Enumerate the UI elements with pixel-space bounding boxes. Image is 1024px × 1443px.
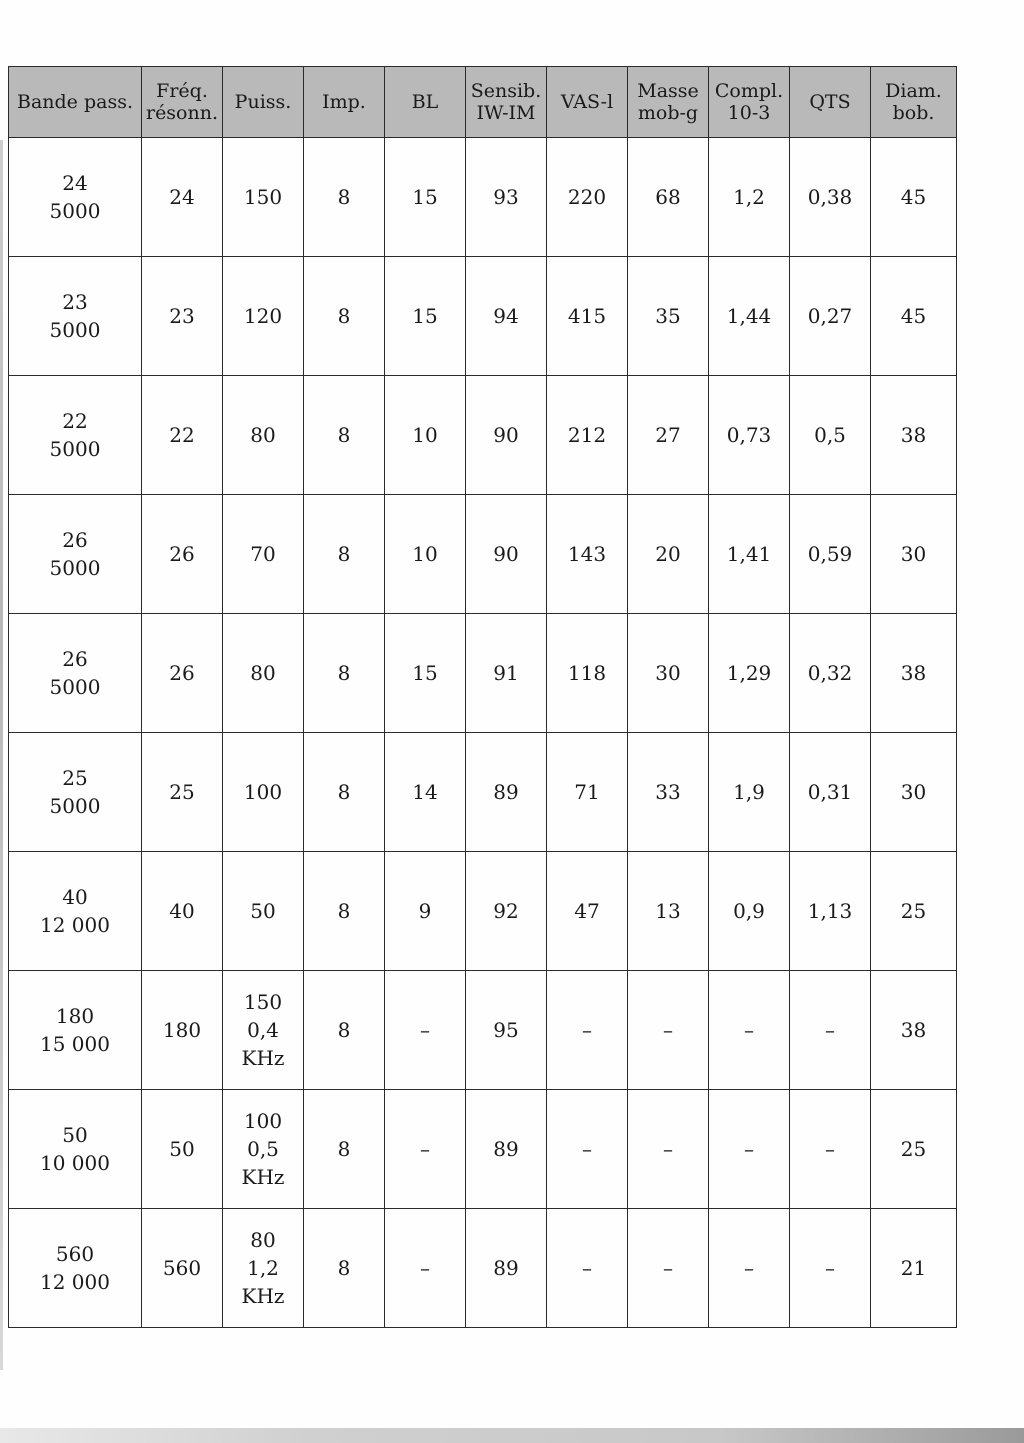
bl-value: –: [420, 1018, 430, 1042]
cell-imp: [304, 257, 385, 376]
sensib-value: 95: [493, 1018, 519, 1042]
cell-diam: [871, 495, 957, 614]
cell-sensib: [466, 1209, 547, 1328]
band-high-value: 15 000: [40, 1032, 110, 1056]
cell-masse: [628, 614, 709, 733]
cell-diam: [871, 1209, 957, 1328]
column-header-diam: [871, 67, 957, 138]
compl-value: –: [744, 1018, 754, 1042]
cell-compl: [709, 495, 790, 614]
imp-value: 8: [337, 423, 351, 447]
freq-value: 24: [169, 185, 195, 209]
cell-imp: [304, 495, 385, 614]
freq-value: 26: [169, 661, 195, 685]
column-header-vas: [547, 67, 628, 138]
table-row: [9, 376, 957, 495]
cell-bl: [385, 1209, 466, 1328]
cell-vas: [547, 1209, 628, 1328]
table-body: [9, 138, 957, 1328]
column-header-line2: résonn.: [145, 102, 219, 124]
cell-compl: [709, 614, 790, 733]
masse-value: 13: [655, 899, 681, 923]
band-high-value: 5000: [49, 675, 101, 699]
band-low-value: 560: [55, 1242, 95, 1266]
puiss-value: 50: [250, 899, 276, 923]
vas-value: 220: [567, 185, 607, 209]
vas-value: 47: [574, 899, 600, 923]
cell-compl: [709, 852, 790, 971]
imp-value: 8: [337, 542, 351, 566]
freq-value: 180: [162, 1018, 202, 1042]
cell-bl: [385, 495, 466, 614]
masse-value: –: [663, 1256, 673, 1280]
cell-puiss: [223, 852, 304, 971]
puiss-frequency-value: 0,4 KHz: [241, 1018, 285, 1070]
puiss-value: 80: [250, 423, 276, 447]
sensib-value: 89: [493, 1256, 519, 1280]
compl-value: 0,9: [733, 899, 765, 923]
freq-value: 50: [169, 1137, 195, 1161]
cell-sensib: [466, 733, 547, 852]
cell-freq: [142, 257, 223, 376]
puiss-value: 100: [243, 780, 283, 804]
speaker-spec-table: [8, 66, 957, 1328]
band-low-value: 180: [55, 1004, 95, 1028]
qts-value: 0,31: [807, 780, 853, 804]
sensib-value: 90: [493, 542, 519, 566]
masse-value: 35: [655, 304, 681, 328]
puiss-value: 80: [250, 1228, 276, 1252]
puiss-value: 150: [243, 990, 283, 1014]
cell-qts: [790, 376, 871, 495]
table-header: [9, 67, 957, 138]
sensib-value: 91: [493, 661, 519, 685]
bl-value: –: [420, 1256, 430, 1280]
column-header-masse: [628, 67, 709, 138]
cell-masse: [628, 138, 709, 257]
cell-bande-pass: [9, 733, 142, 852]
cell-compl: [709, 138, 790, 257]
column-header-line1: BL: [411, 91, 439, 113]
page-bottom-edge: [0, 1428, 1024, 1443]
imp-value: 8: [337, 1256, 351, 1280]
cell-bl: [385, 376, 466, 495]
cell-puiss: [223, 1090, 304, 1209]
band-low-value: 50: [62, 1123, 88, 1147]
bl-value: 15: [412, 185, 438, 209]
cell-qts: [790, 733, 871, 852]
cell-bl: [385, 971, 466, 1090]
compl-value: –: [744, 1256, 754, 1280]
diam-value: 45: [900, 185, 927, 209]
sensib-value: 89: [493, 1137, 519, 1161]
cell-puiss: [223, 138, 304, 257]
column-header-line1: Imp.: [322, 91, 366, 113]
diam-value: 25: [900, 1137, 927, 1161]
cell-masse: [628, 1209, 709, 1328]
compl-value: 1,29: [726, 661, 772, 685]
band-low-value: 22: [62, 409, 88, 433]
cell-diam: [871, 852, 957, 971]
cell-freq: [142, 852, 223, 971]
freq-value: 25: [169, 780, 195, 804]
cell-diam: [871, 733, 957, 852]
column-header-line1: QTS: [809, 91, 851, 113]
cell-imp: [304, 852, 385, 971]
table-row: [9, 614, 957, 733]
bl-value: 15: [412, 661, 438, 685]
puiss-frequency-value: 1,2 KHz: [241, 1256, 285, 1308]
cell-masse: [628, 495, 709, 614]
cell-vas: [547, 138, 628, 257]
cell-qts: [790, 138, 871, 257]
cell-puiss: [223, 733, 304, 852]
qts-value: 0,27: [807, 304, 853, 328]
puiss-frequency-value: 0,5 KHz: [241, 1137, 285, 1189]
masse-value: 27: [655, 423, 681, 447]
cell-masse: [628, 971, 709, 1090]
qts-value: –: [825, 1018, 835, 1042]
diam-value: 30: [900, 542, 927, 566]
column-header-bande-pass: [9, 67, 142, 138]
cell-qts: [790, 971, 871, 1090]
cell-freq: [142, 1209, 223, 1328]
band-high-value: 5000: [49, 318, 101, 342]
header-row: [9, 67, 957, 138]
band-high-value: 5000: [49, 794, 101, 818]
cell-bande-pass: [9, 1209, 142, 1328]
bl-value: 10: [412, 423, 438, 447]
sensib-value: 94: [493, 304, 519, 328]
table-row: [9, 971, 957, 1090]
column-header-line2: bob.: [892, 102, 935, 124]
cell-bl: [385, 257, 466, 376]
cell-imp: [304, 733, 385, 852]
freq-value: 26: [169, 542, 195, 566]
cell-vas: [547, 376, 628, 495]
vas-value: –: [582, 1137, 592, 1161]
table-row: [9, 1209, 957, 1328]
qts-value: –: [825, 1256, 835, 1280]
column-header-bl: [385, 67, 466, 138]
cell-imp: [304, 971, 385, 1090]
cell-bl: [385, 733, 466, 852]
cell-bl: [385, 852, 466, 971]
cell-diam: [871, 614, 957, 733]
qts-value: 0,59: [807, 542, 853, 566]
cell-qts: [790, 1209, 871, 1328]
compl-value: 0,73: [726, 423, 772, 447]
imp-value: 8: [337, 1018, 351, 1042]
cell-vas: [547, 257, 628, 376]
cell-sensib: [466, 1090, 547, 1209]
diam-value: 21: [900, 1256, 927, 1280]
column-header-line1: VAS-l: [560, 91, 614, 113]
sensib-value: 89: [493, 780, 519, 804]
qts-value: 0,38: [807, 185, 853, 209]
cell-masse: [628, 852, 709, 971]
cell-puiss: [223, 971, 304, 1090]
cell-bl: [385, 1090, 466, 1209]
cell-compl: [709, 1209, 790, 1328]
compl-value: 1,41: [726, 542, 772, 566]
diam-value: 38: [900, 1018, 927, 1042]
puiss-value: 120: [243, 304, 283, 328]
column-header-imp: [304, 67, 385, 138]
sensib-value: 93: [493, 185, 519, 209]
cell-bande-pass: [9, 1090, 142, 1209]
band-low-value: 25: [62, 766, 88, 790]
cell-qts: [790, 257, 871, 376]
freq-value: 40: [169, 899, 195, 923]
bl-value: 14: [412, 780, 438, 804]
freq-value: 560: [162, 1256, 202, 1280]
cell-vas: [547, 495, 628, 614]
freq-value: 23: [169, 304, 195, 328]
diam-value: 38: [900, 423, 927, 447]
cell-sensib: [466, 495, 547, 614]
imp-value: 8: [337, 1137, 351, 1161]
cell-bl: [385, 614, 466, 733]
cell-compl: [709, 376, 790, 495]
masse-value: –: [663, 1137, 673, 1161]
cell-diam: [871, 138, 957, 257]
cell-qts: [790, 495, 871, 614]
qts-value: –: [825, 1137, 835, 1161]
cell-vas: [547, 1090, 628, 1209]
table-row: [9, 1090, 957, 1209]
band-low-value: 26: [62, 647, 88, 671]
band-high-value: 5000: [49, 437, 101, 461]
cell-qts: [790, 1090, 871, 1209]
column-header-line1: Diam.: [885, 80, 942, 102]
puiss-value: 100: [243, 1109, 283, 1133]
cell-diam: [871, 257, 957, 376]
cell-imp: [304, 138, 385, 257]
cell-puiss: [223, 376, 304, 495]
cell-puiss: [223, 495, 304, 614]
cell-freq: [142, 733, 223, 852]
cell-freq: [142, 1090, 223, 1209]
band-high-value: 5000: [49, 556, 101, 580]
imp-value: 8: [337, 304, 351, 328]
cell-diam: [871, 1090, 957, 1209]
column-header-compl: [709, 67, 790, 138]
vas-value: –: [582, 1256, 592, 1280]
diam-value: 30: [900, 780, 927, 804]
cell-bande-pass: [9, 257, 142, 376]
imp-value: 8: [337, 661, 351, 685]
cell-bande-pass: [9, 138, 142, 257]
cell-freq: [142, 971, 223, 1090]
imp-value: 8: [337, 780, 351, 804]
column-header-line1: Bande pass.: [16, 91, 133, 113]
cell-bande-pass: [9, 376, 142, 495]
cell-freq: [142, 614, 223, 733]
column-header-line2: IW-IM: [476, 102, 536, 124]
table-row: [9, 138, 957, 257]
cell-bande-pass: [9, 971, 142, 1090]
table-row: [9, 257, 957, 376]
bl-value: –: [420, 1137, 430, 1161]
qts-value: 0,32: [807, 661, 853, 685]
table-row: [9, 733, 957, 852]
cell-vas: [547, 614, 628, 733]
cell-qts: [790, 614, 871, 733]
cell-sensib: [466, 614, 547, 733]
masse-value: 33: [655, 780, 681, 804]
column-header-line1: Puiss.: [234, 91, 292, 113]
band-low-value: 26: [62, 528, 88, 552]
compl-value: 1,44: [726, 304, 772, 328]
cell-diam: [871, 376, 957, 495]
diam-value: 38: [900, 661, 927, 685]
cell-masse: [628, 257, 709, 376]
compl-value: 1,2: [733, 185, 765, 209]
cell-freq: [142, 376, 223, 495]
diam-value: 45: [900, 304, 927, 328]
band-high-value: 12 000: [40, 913, 110, 937]
column-header-puiss: [223, 67, 304, 138]
cell-vas: [547, 852, 628, 971]
column-header-sensib: [466, 67, 547, 138]
freq-value: 22: [169, 423, 195, 447]
puiss-value: 70: [250, 542, 276, 566]
cell-sensib: [466, 971, 547, 1090]
imp-value: 8: [337, 185, 351, 209]
masse-value: 20: [655, 542, 681, 566]
band-low-value: 23: [62, 290, 88, 314]
vas-value: 118: [567, 661, 607, 685]
vas-value: 71: [574, 780, 600, 804]
cell-imp: [304, 614, 385, 733]
masse-value: –: [663, 1018, 673, 1042]
cell-puiss: [223, 257, 304, 376]
cell-sensib: [466, 138, 547, 257]
compl-value: 1,9: [733, 780, 765, 804]
cell-imp: [304, 1090, 385, 1209]
vas-value: 415: [567, 304, 607, 328]
column-header-line2: mob-g: [637, 102, 699, 124]
vas-value: 143: [567, 542, 607, 566]
compl-value: –: [744, 1137, 754, 1161]
cell-qts: [790, 852, 871, 971]
cell-bl: [385, 138, 466, 257]
band-low-value: 24: [62, 171, 88, 195]
vas-value: –: [582, 1018, 592, 1042]
masse-value: 30: [655, 661, 681, 685]
qts-value: 1,13: [807, 899, 853, 923]
column-header-line1: Sensib.: [470, 80, 542, 102]
column-header-freq-resonn: [142, 67, 223, 138]
puiss-value: 80: [250, 661, 276, 685]
cell-freq: [142, 495, 223, 614]
cell-compl: [709, 1090, 790, 1209]
bl-value: 15: [412, 304, 438, 328]
sensib-value: 92: [493, 899, 519, 923]
cell-compl: [709, 257, 790, 376]
cell-sensib: [466, 257, 547, 376]
cell-sensib: [466, 376, 547, 495]
vas-value: 212: [567, 423, 607, 447]
column-header-line1: Fréq.: [156, 80, 208, 102]
cell-imp: [304, 1209, 385, 1328]
sensib-value: 90: [493, 423, 519, 447]
band-low-value: 40: [62, 885, 88, 909]
cell-vas: [547, 733, 628, 852]
cell-masse: [628, 1090, 709, 1209]
cell-bande-pass: [9, 852, 142, 971]
cell-bande-pass: [9, 495, 142, 614]
band-high-value: 12 000: [40, 1270, 110, 1294]
masse-value: 68: [655, 185, 681, 209]
cell-puiss: [223, 1209, 304, 1328]
cell-masse: [628, 733, 709, 852]
qts-value: 0,5: [814, 423, 846, 447]
band-high-value: 5000: [49, 199, 101, 223]
cell-vas: [547, 971, 628, 1090]
bl-value: 10: [412, 542, 438, 566]
table-row: [9, 852, 957, 971]
cell-freq: [142, 138, 223, 257]
cell-sensib: [466, 852, 547, 971]
cell-puiss: [223, 614, 304, 733]
table-row: [9, 495, 957, 614]
column-header-line2: 10-3: [727, 102, 771, 124]
cell-compl: [709, 733, 790, 852]
column-header-qts: [790, 67, 871, 138]
column-header-line1: Masse: [637, 80, 699, 102]
band-high-value: 10 000: [40, 1151, 110, 1175]
column-header-line1: Compl.: [714, 80, 784, 102]
imp-value: 8: [337, 899, 351, 923]
cell-imp: [304, 376, 385, 495]
cell-diam: [871, 971, 957, 1090]
bl-value: 9: [418, 899, 432, 923]
diam-value: 25: [900, 899, 927, 923]
cell-bande-pass: [9, 614, 142, 733]
cell-masse: [628, 376, 709, 495]
page-edge-shadow: [0, 140, 3, 1370]
puiss-value: 150: [243, 185, 283, 209]
cell-compl: [709, 971, 790, 1090]
